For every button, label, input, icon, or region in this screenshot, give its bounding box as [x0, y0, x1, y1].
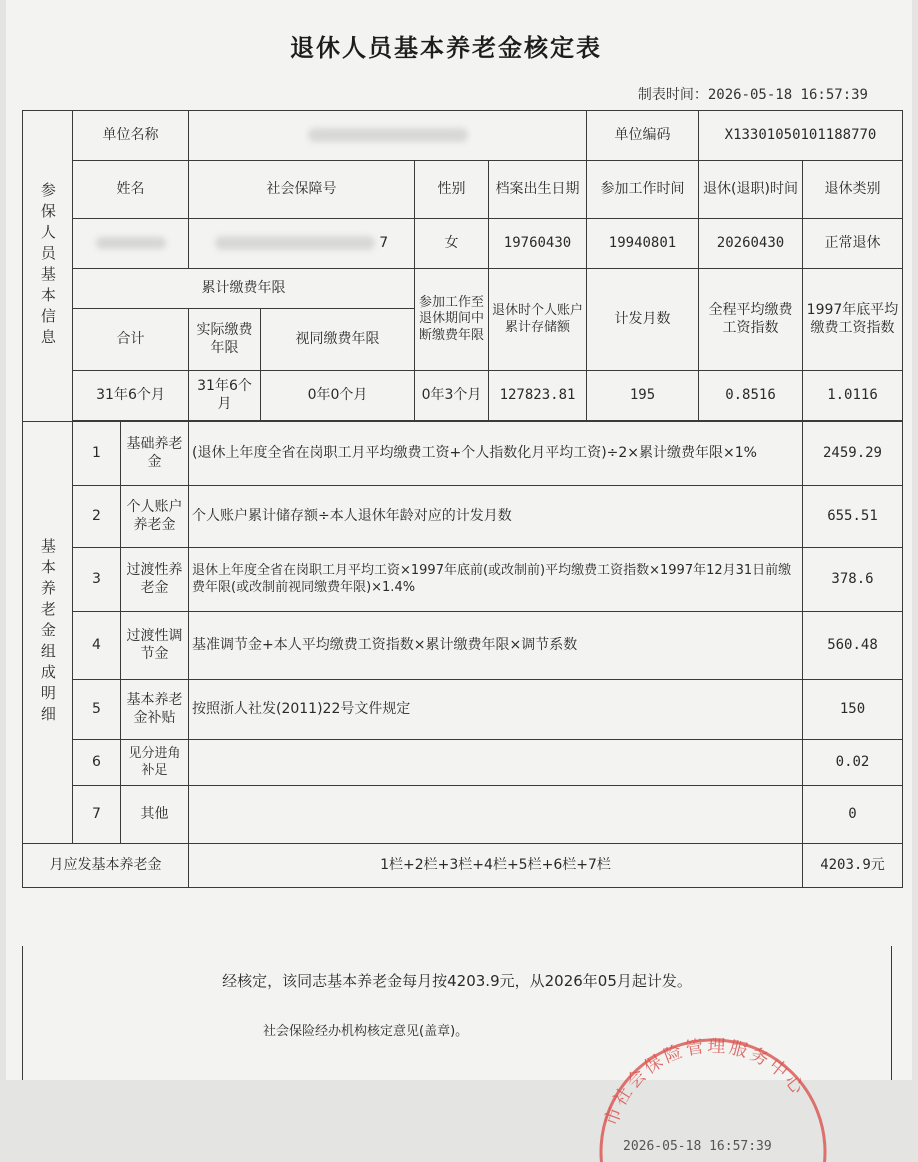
label-birth: 档案出生日期	[489, 161, 587, 219]
table-row	[23, 486, 903, 548]
item-no: 2	[73, 486, 121, 548]
label-monthly: 月应发基本养老金	[23, 844, 189, 888]
value-birth: 19760430	[489, 219, 587, 269]
document-page	[6, 0, 912, 1154]
value-retire-type: 正常退休	[803, 219, 903, 269]
label-account-balance: 退休时个人账户累计存储额	[489, 269, 587, 371]
stamp-text: 市社会保险管理服务中心	[600, 1035, 810, 1129]
value-account-balance: 127823.81	[489, 371, 587, 421]
item-name: 基本养老金补贴	[121, 680, 189, 740]
monthly-amount: 4203.9元	[803, 844, 903, 888]
item-amount: 378.6	[803, 548, 903, 612]
item-no: 7	[73, 786, 121, 844]
item-name: 其他	[121, 786, 189, 844]
value-actual-years: 31年6个月	[189, 371, 261, 421]
value-work-start: 19940801	[587, 219, 699, 269]
table-row	[23, 422, 903, 486]
item-formula: 个人账户累计储存额÷本人退休年龄对应的计发月数	[189, 486, 803, 548]
label-unit-code: 单位编码	[587, 111, 699, 161]
item-name: 基础养老金	[121, 422, 189, 486]
value-gender: 女	[415, 219, 489, 269]
item-no: 5	[73, 680, 121, 740]
document-title: 退休人员基本养老金核定表	[290, 34, 602, 62]
stamp-date: 2026-05-18 16:57:39	[623, 1139, 772, 1154]
label-interruption: 参加工作至退休期间中断缴费年限	[415, 269, 489, 371]
table-row	[23, 161, 903, 219]
label-total: 合计	[73, 309, 189, 371]
official-stamp	[583, 1002, 843, 1162]
item-no: 6	[73, 740, 121, 786]
label-pay-months: 计发月数	[587, 269, 699, 371]
table-row	[23, 740, 903, 786]
label-unit-name: 单位名称	[73, 111, 189, 161]
section-composition: 基本养老金组成明细	[23, 422, 73, 844]
label-index-1997: 1997年底平均缴费工资指数	[803, 269, 903, 371]
value-deemed-years: 0年0个月	[261, 371, 415, 421]
table-row	[23, 612, 903, 680]
value-ssn: 7	[189, 219, 415, 269]
label-contrib-years: 累计缴费年限	[73, 269, 415, 309]
table-row	[23, 111, 903, 161]
section-personal-info: 参保人员基本信息	[23, 111, 73, 422]
value-pay-months: 195	[587, 371, 699, 421]
value-name	[73, 219, 189, 269]
label-deemed-years: 视同缴费年限	[261, 309, 415, 371]
item-formula	[189, 740, 803, 786]
approval-text: 经核定，该同志基本养老金每月按4203.9元，从2026年05月起计发。	[222, 972, 692, 990]
svg-text:市社会保险管理服务中心	[601, 1036, 810, 1129]
value-interruption: 0年3个月	[415, 371, 489, 421]
table-row	[23, 844, 903, 888]
item-amount: 2459.29	[803, 422, 903, 486]
approval-section	[22, 946, 892, 1154]
label-avg-index: 全程平均缴费工资指数	[699, 269, 803, 371]
item-formula: 退休上年度全省在岗职工月平均工资×1997年底前(或改制前)平均缴费工资指数×1997年12月31日前缴费年限(或改制前视同缴费年限)×1.4%	[189, 548, 803, 612]
item-amount: 0.02	[803, 740, 903, 786]
value-unit-code: X13301050101188770	[699, 111, 903, 161]
label-work-start: 参加工作时间	[587, 161, 699, 219]
value-retire-time: 20260430	[699, 219, 803, 269]
table-row	[23, 371, 903, 421]
label-gender: 性别	[415, 161, 489, 219]
item-name: 个人账户养老金	[121, 486, 189, 548]
item-no: 3	[73, 548, 121, 612]
value-total: 31年6个月	[73, 371, 189, 421]
monthly-formula: 1栏+2栏+3栏+4栏+5栏+6栏+7栏	[189, 844, 803, 888]
item-amount: 0	[803, 786, 903, 844]
item-name: 过渡性调节金	[121, 612, 189, 680]
made-time: 制表时间：2026-05-18 16:57:39	[637, 87, 868, 103]
item-formula: 基准调节金+本人平均缴费工资指数×累计缴费年限×调节系数	[189, 612, 803, 680]
table-row	[23, 786, 903, 844]
item-no: 4	[73, 612, 121, 680]
value-index-1997: 1.0116	[803, 371, 903, 421]
label-ssn: 社会保障号	[189, 161, 415, 219]
item-formula: 按照浙人社发(2011)22号文件规定	[189, 680, 803, 740]
table-row	[23, 548, 903, 612]
label-name: 姓名	[73, 161, 189, 219]
pension-table	[22, 110, 903, 888]
label-retire-time: 退休(退职)时间	[699, 161, 803, 219]
value-avg-index: 0.8516	[699, 371, 803, 421]
label-retire-type: 退休类别	[803, 161, 903, 219]
item-amount: 150	[803, 680, 903, 740]
item-amount: 655.51	[803, 486, 903, 548]
item-no: 1	[73, 422, 121, 486]
item-formula	[189, 786, 803, 844]
item-name: 过渡性养老金	[121, 548, 189, 612]
value-unit-name	[189, 111, 587, 161]
table-row	[23, 680, 903, 740]
item-amount: 560.48	[803, 612, 903, 680]
table-row	[23, 269, 903, 309]
label-actual-years: 实际缴费年限	[189, 309, 261, 371]
table-row	[23, 219, 903, 269]
item-formula: (退休上年度全省在岗职工月平均缴费工资+个人指数化月平均工资)÷2×累计缴费年限×1%	[189, 422, 803, 486]
agency-opinion: 社会保险经办机构核定意见(盖章)。	[263, 1024, 469, 1039]
item-name: 见分进角补足	[121, 740, 189, 786]
